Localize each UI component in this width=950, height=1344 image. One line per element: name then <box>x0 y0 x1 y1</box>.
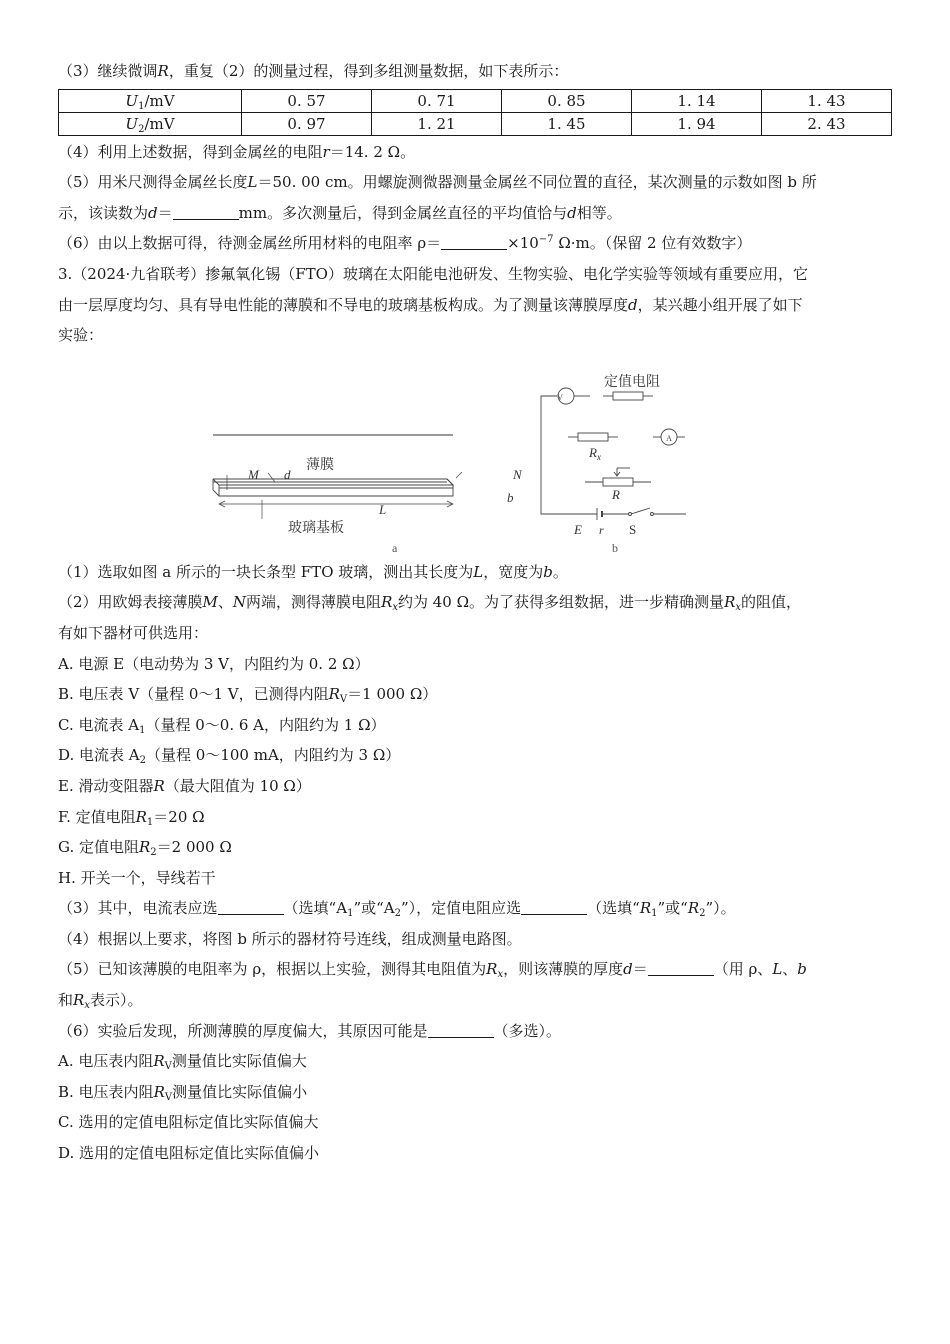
option-B: B. 电压表 V（量程 0～1 V，已测得内阻$R_V=1$ 000 Ω） <box>58 685 438 706</box>
q2-step6: （6）由以上数据可得，待测金属丝所用材料的电阻率 $\rho= \times 10^{-7}$ Ω·m。（保留 2 位有效数字） <box>58 234 752 253</box>
fig-a-d: d <box>284 466 291 482</box>
answer-blank[interactable] <box>441 235 507 250</box>
table-cell: 1. 43 <box>762 89 892 112</box>
fig-b-A: A <box>666 433 672 443</box>
answer-A: A. 电压表内阻$R_V$测量值比实际值偏大 <box>58 1052 307 1073</box>
q2-step5-line1: （5）用米尺测得金属丝长度L＝50. 00 cm。用螺旋测微器测量金属丝不同位置的直径，某次测量的示数如图 b 所 <box>58 173 817 192</box>
q3-step2-line2: 有如下器材可供选用： <box>58 623 209 642</box>
option-H: H. 开关一个，导线若干 <box>58 868 216 887</box>
q3-step3: （3）其中，电流表应选 （选填“$A_1$”或“$A_2$”），定值电阻应选 （选填“$R_1$”或“$R_2$”）。 <box>58 899 736 920</box>
fig-b-caption: b <box>612 540 618 555</box>
q3-step1: （1）选取如图 a 所示的一块长条型 FTO 玻璃，测出其长度为L，宽度为b。 <box>58 562 568 581</box>
fig-b-r: r <box>599 522 604 537</box>
table-cell: 2. 43 <box>762 112 892 135</box>
fig-a-b: b <box>507 489 514 505</box>
q3-step5-line1: （5）已知该薄膜的电阻率为 ρ，根据以上实验，测得其电阻值为$R_x$，则该薄膜的厚度d＝ （用 ρ、L、b <box>58 960 807 981</box>
q3-step4: （4）根据以上要求，将图 b 所示的器材符号连线，组成测量电路图。 <box>58 929 522 948</box>
q3-intro-line1: 3.（2024·九省联考）掺氟氧化锡（FTO）玻璃在太阳能电池研发、生物实验、电化学实验等领域有重要应用，它 <box>58 264 808 283</box>
table-cell: 1. 45 <box>502 112 632 135</box>
table-cell: 0. 57 <box>242 89 372 112</box>
fig-b-V: V <box>557 392 563 402</box>
option-D: D. 电流表 $A_2$（量程 0～100 mA，内阻约为 3 Ω） <box>58 746 401 767</box>
option-C: C. 电流表 $A_1$（量程 0～0. 6 A，内阻约为 1 Ω） <box>58 715 386 736</box>
fig-a-M: M <box>248 466 259 482</box>
fig-a-caption: a <box>392 540 398 555</box>
q3-step2-line1: （2）用欧姆表接薄膜M、N两端，测得薄膜电阻$R_x$约为 40 Ω。为了获得多组数据，进一步精确测量$R_x$的阻值， <box>58 593 802 614</box>
option-A: A. 电源 E（电动势为 3 V，内阻约为 0. 2 Ω） <box>58 654 370 673</box>
table-cell: 1. 14 <box>632 89 762 112</box>
document-page <box>58 56 894 1169</box>
table-cell: 0. 85 <box>502 89 632 112</box>
table-row-label: $U_2/mV$ <box>59 112 242 135</box>
q3-intro-line2: 由一层厚度均匀、具有导电性能的薄膜和不导电的玻璃基板构成。为了测量该薄膜厚度d，某兴趣小组开展了如下 <box>58 295 803 314</box>
table-row-label: $U_1/mV$ <box>59 89 242 112</box>
fig-b-R: R <box>612 486 620 502</box>
answer-B: B. 电压表内阻$R_V$测量值比实际值偏小 <box>58 1082 308 1103</box>
table-cell: 1. 21 <box>372 112 502 135</box>
figure-area <box>58 351 894 557</box>
fig-b-E: E <box>574 521 582 537</box>
fig-b-Rx: $R_x$ <box>589 444 601 462</box>
fig-a-L: L <box>379 501 387 517</box>
fig-a-glass-label: 玻璃基板 <box>288 520 344 536</box>
q3-step6: （6）实验后发现，所测薄膜的厚度偏大，其原因可能是 （多选）。 <box>58 1021 562 1040</box>
table-row <box>59 89 892 112</box>
fig-a-film-label: 薄膜 <box>306 457 334 473</box>
answer-blank[interactable] <box>218 900 284 915</box>
option-F: F. 定值电阻$R_1=20$ Ω <box>58 807 205 828</box>
option-G: G. 定值电阻$R_2=2$ 000 Ω <box>58 838 232 859</box>
answer-blank[interactable] <box>648 961 714 976</box>
answer-C: C. 选用的定值电阻标定值比实际值偏大 <box>58 1113 319 1132</box>
q3-step5-line2: 和$R_x$表示）。 <box>58 991 143 1012</box>
q2-step4: （4）利用上述数据，得到金属丝的电阻r＝14. 2 Ω。 <box>58 142 416 161</box>
fig-b-S: S <box>629 521 637 537</box>
table-cell: 0. 71 <box>372 89 502 112</box>
measurement-table <box>58 89 892 136</box>
q3-intro-line3: 实验： <box>58 326 104 345</box>
answer-D: D. 选用的定值电阻标定值比实际值偏小 <box>58 1144 320 1163</box>
q2-step5-line2: 示，该读数为d＝ mm。多次测量后，得到金属丝直径的平均值恰与d相等。 <box>58 203 622 222</box>
table-row <box>59 112 892 135</box>
answer-blank[interactable] <box>428 1023 494 1038</box>
q2-step3: （3）继续微调R，重复（2）的测量过程，得到多组测量数据，如下表所示： <box>58 62 569 80</box>
answer-blank[interactable] <box>521 900 587 915</box>
answer-blank[interactable] <box>173 205 239 220</box>
figure-svg <box>58 351 894 557</box>
table-cell: 1. 94 <box>632 112 762 135</box>
table-cell: 0. 97 <box>242 112 372 135</box>
fig-a-N: N <box>513 466 522 482</box>
fig-b-fixed-label: 定值电阻 <box>604 374 660 390</box>
option-E: E. 滑动变阻器R（最大阻值为 10 Ω） <box>58 776 311 795</box>
